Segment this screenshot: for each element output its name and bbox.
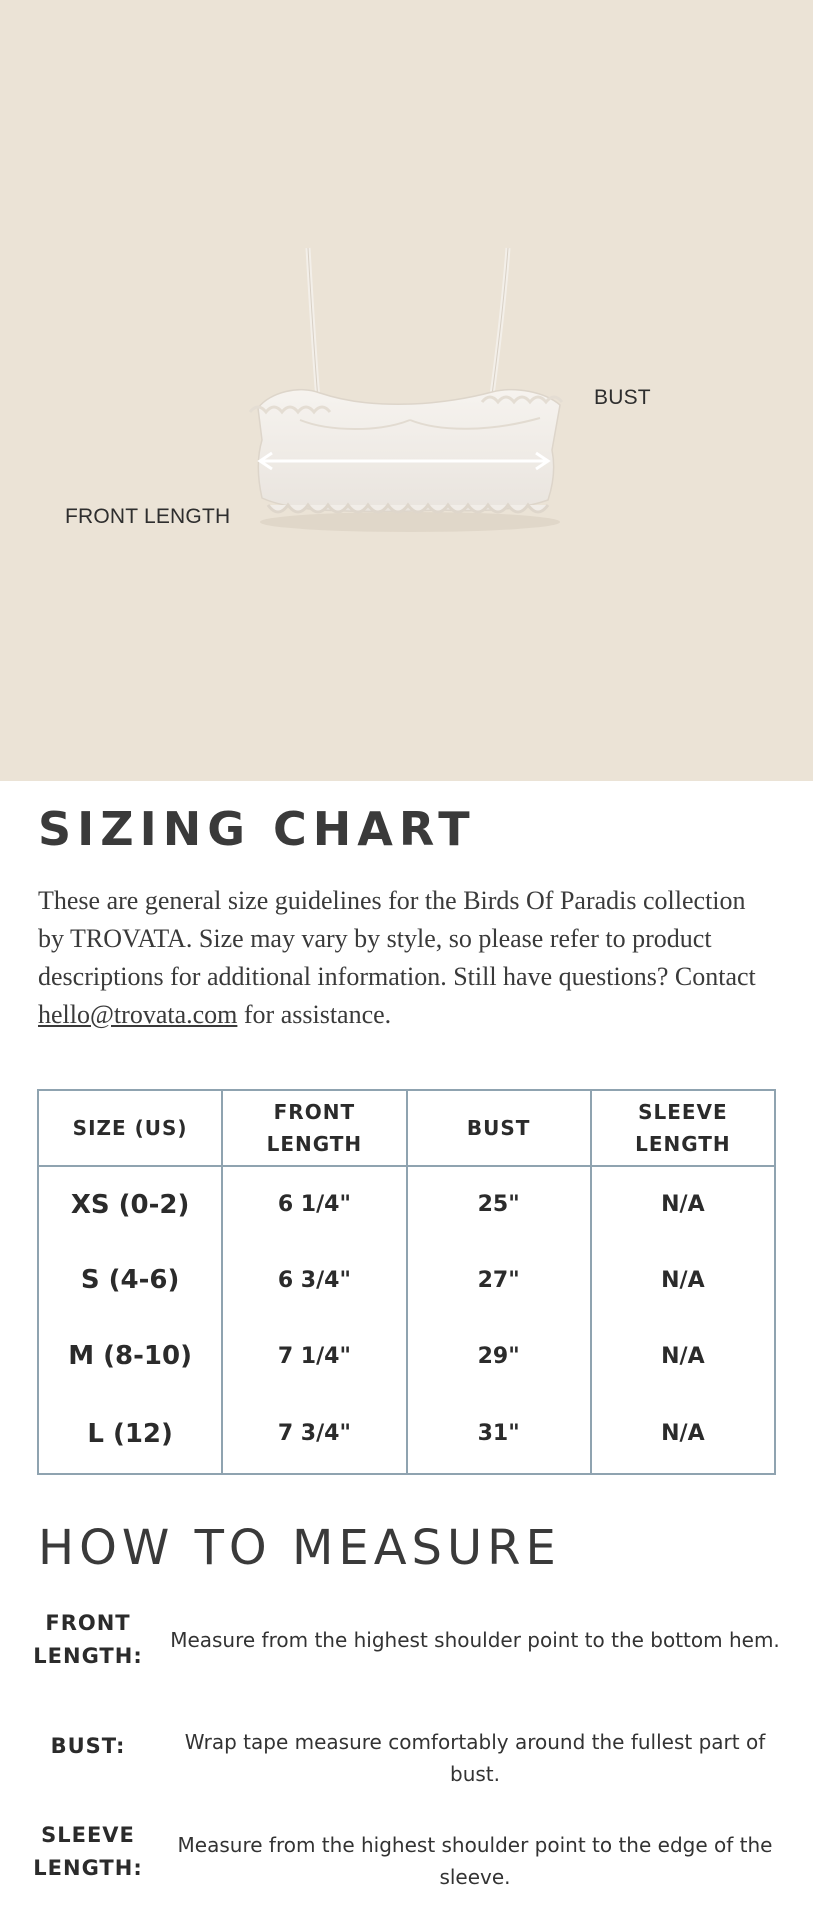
measure-term: FRONT LENGTH: <box>33 1611 143 1668</box>
table-row <box>38 1318 775 1394</box>
bust-cell: 27" <box>407 1242 591 1318</box>
front-length-cell: 7 3/4" <box>222 1394 406 1474</box>
email-link[interactable]: hello@trovata.com <box>38 1000 238 1029</box>
front-length-cell: 6 3/4" <box>222 1242 406 1318</box>
column-header-sleeve-length: SLEEVE LENGTH <box>591 1090 775 1166</box>
size-cell: S (4-6) <box>38 1242 222 1318</box>
intro-paragraph <box>38 882 778 1034</box>
measure-description: Wrap tape measure comfortably around the fullest part of bust. <box>184 1730 766 1786</box>
measure-term: SLEEVE LENGTH: <box>33 1823 143 1880</box>
column-header-size: SIZE (US) <box>38 1090 222 1166</box>
table-header-row <box>38 1090 775 1166</box>
how-to-measure-title: HOW TO MEASURE <box>38 1520 561 1576</box>
front-length-cell: 6 1/4" <box>222 1166 406 1242</box>
sleeve-length-cell: N/A <box>591 1166 775 1242</box>
bust-cell: 25" <box>407 1166 591 1242</box>
bust-cell: 31" <box>407 1394 591 1474</box>
front-length-cell: 7 1/4" <box>222 1318 406 1394</box>
table-row <box>38 1166 775 1242</box>
measure-term: BUST: <box>50 1734 126 1758</box>
measure-description: Measure from the highest shoulder point to the bottom hem. <box>170 1628 780 1652</box>
sleeve-length-cell: N/A <box>591 1242 775 1318</box>
garment-diagram <box>0 0 813 781</box>
size-table <box>37 1089 776 1475</box>
size-cell: XS (0-2) <box>38 1166 222 1242</box>
table-row <box>38 1242 775 1318</box>
size-cell: M (8-10) <box>38 1318 222 1394</box>
sleeve-length-cell: N/A <box>591 1394 775 1474</box>
bust-label: BUST <box>594 386 651 409</box>
column-header-bust: BUST <box>407 1090 591 1166</box>
sizing-chart-title: SIZING CHART <box>38 802 476 856</box>
measure-description: Measure from the highest shoulder point to the edge of the sleeve. <box>177 1833 773 1889</box>
column-header-front-length: FRONT LENGTH <box>222 1090 406 1166</box>
intro-text-end: for assistance. <box>237 1000 392 1029</box>
sleeve-length-cell: N/A <box>591 1318 775 1394</box>
size-cell: L (12) <box>38 1394 222 1474</box>
bralette-illustration <box>0 0 813 781</box>
table-row <box>38 1394 775 1474</box>
bust-cell: 29" <box>407 1318 591 1394</box>
intro-text: These are general size guidelines for the Birds Of Paradis collection by TROVATA. Size may vary by style, so please refer to product descriptions for additional information. Still have questions? Contact <box>38 886 756 991</box>
front-length-label: FRONT LENGTH <box>65 505 231 528</box>
